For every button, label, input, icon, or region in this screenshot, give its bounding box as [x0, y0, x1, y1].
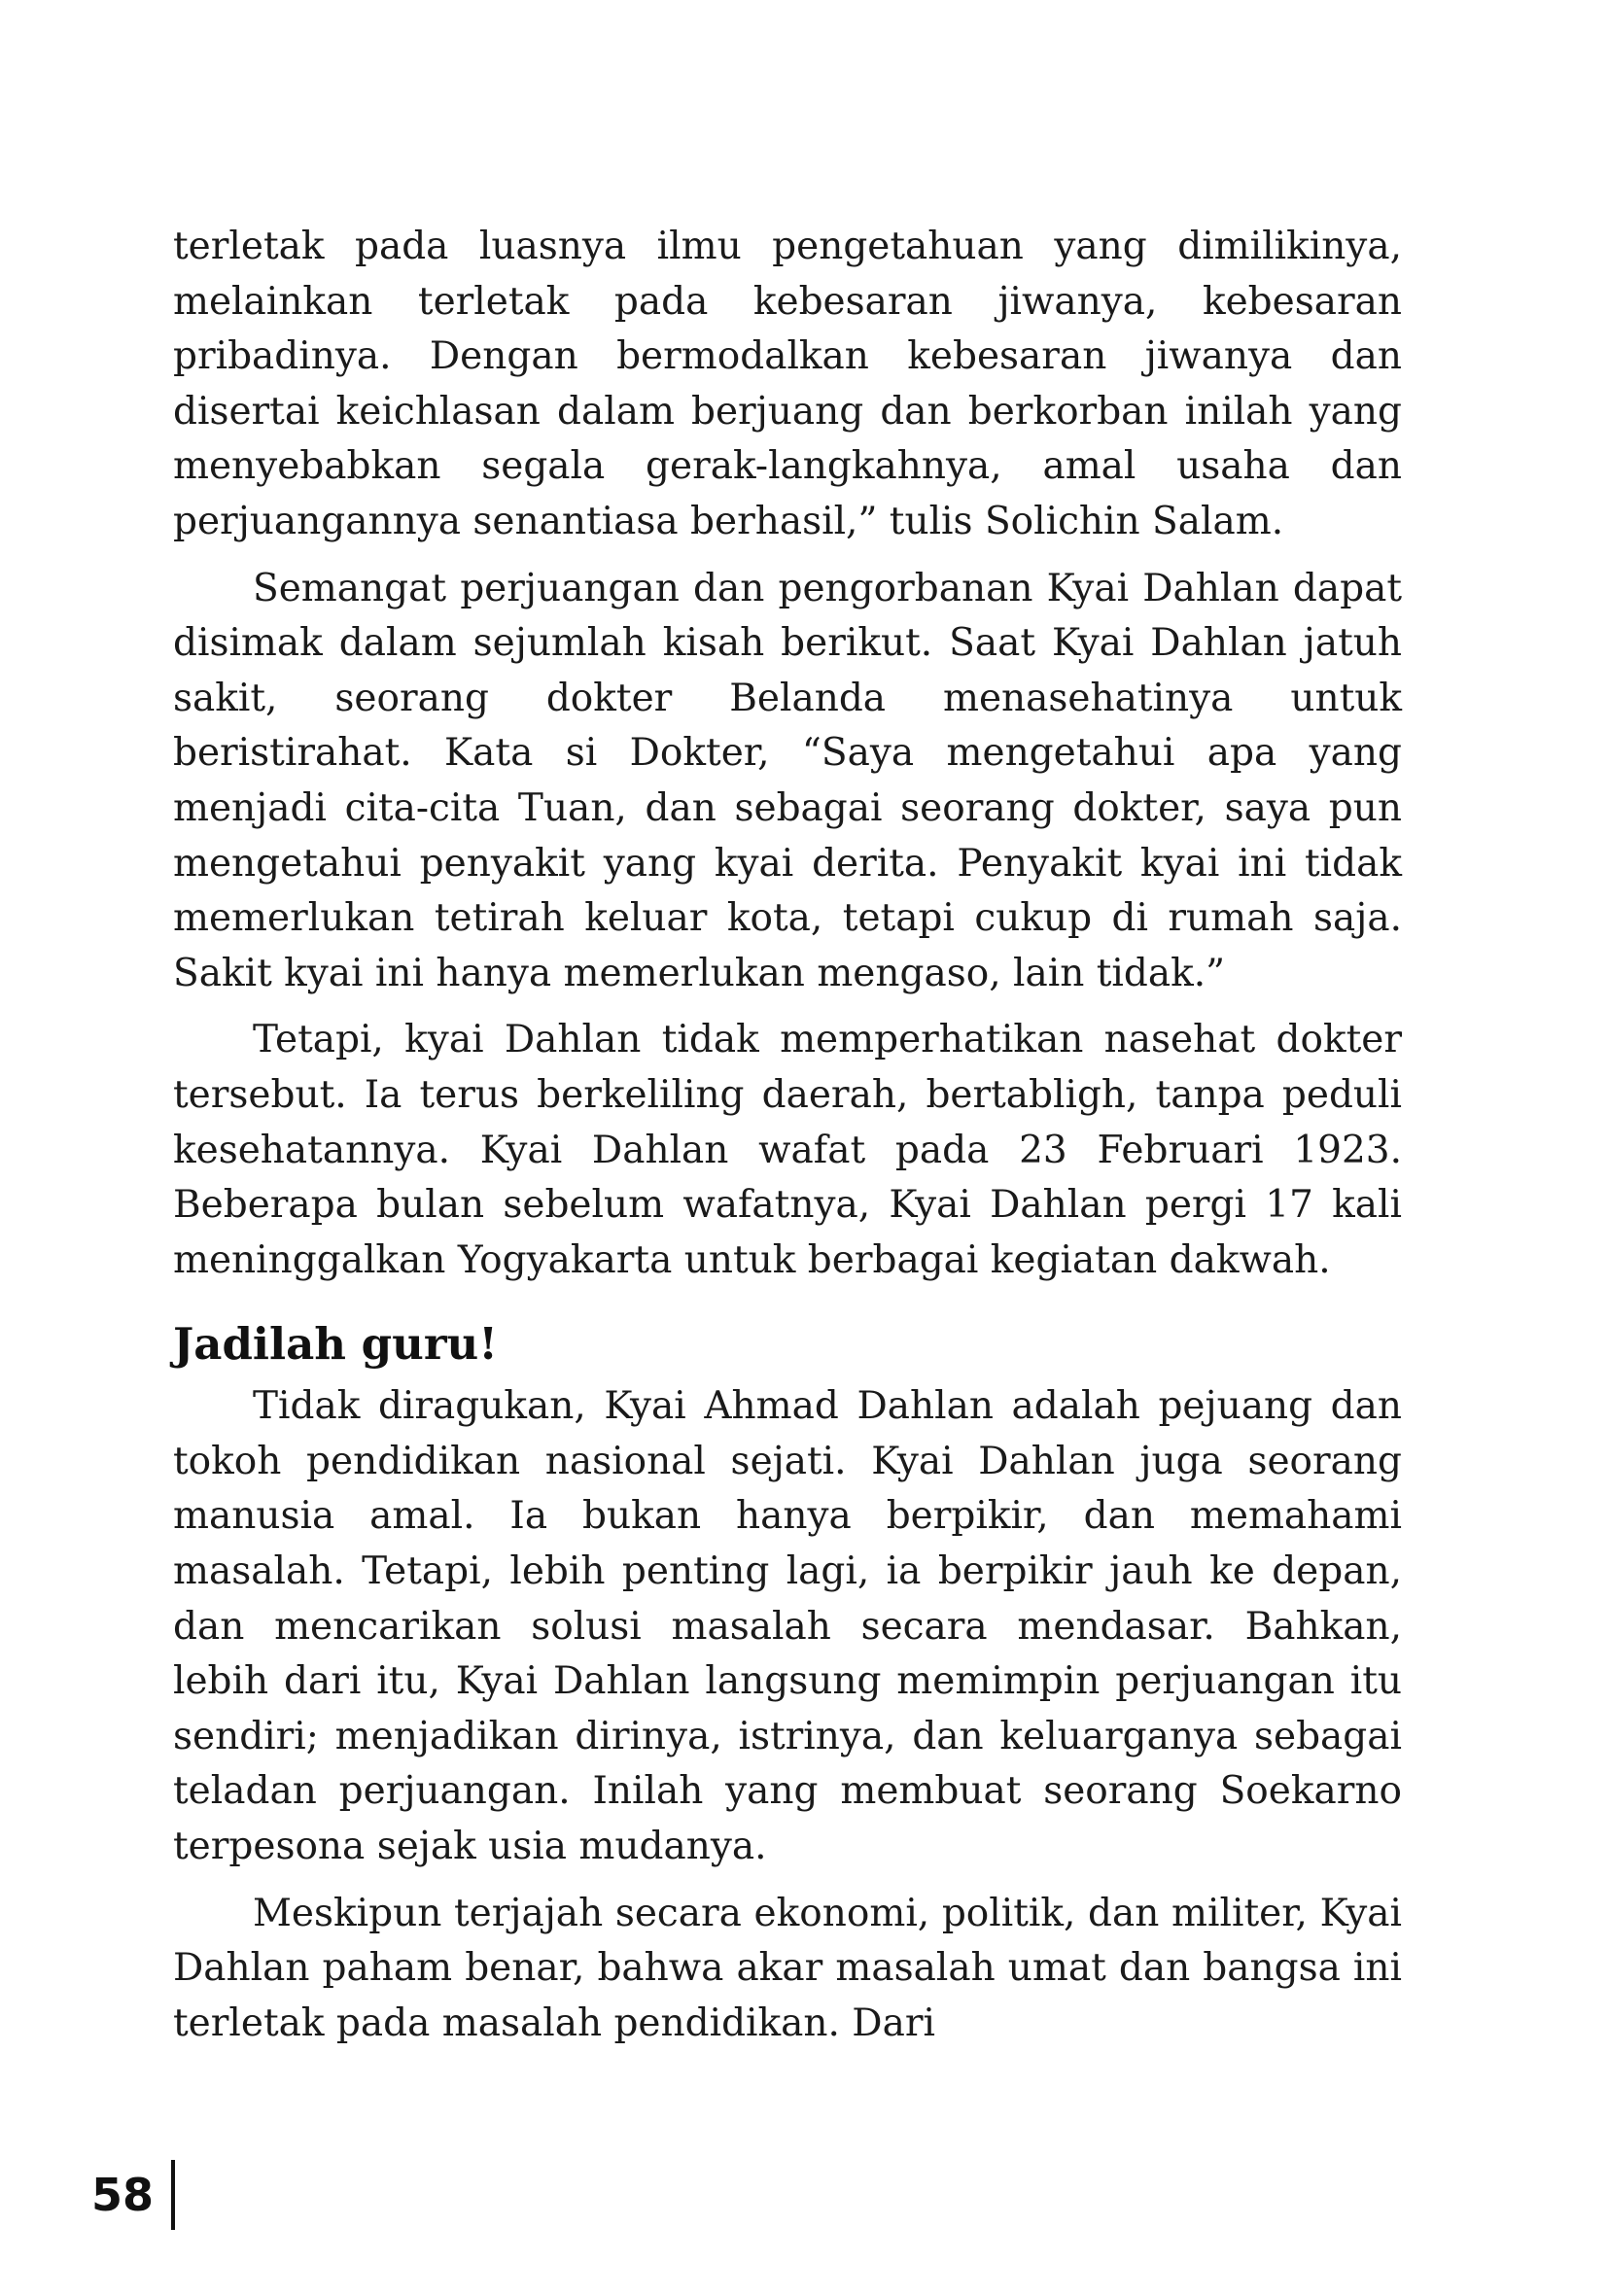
paragraph-continued: terletak pada luasnya ilmu pengetahuan yang dimilikinya, melainkan terletak pada kebesaran jiwanya, kebesaran pribadinya. Dengan bermodalkan kebesaran jiwanya dan disertai keichlasan dalam berjuang dan berkorban inilah yang menyebabkan segala gerak-langkahnya, amal usaha dan perjuangannya senantiasa berhasil,” tulis Solichin Salam. — [173, 225, 1402, 543]
footer-divider — [171, 2160, 175, 2230]
page-footer — [91, 2160, 175, 2230]
page-number: 58 — [91, 2169, 155, 2221]
paragraph: Semangat perjuangan dan pengorbanan Kyai Dahlan dapat disimak dalam sejumlah kisah berikut. Saat Kyai Dahlan jatuh sakit, seorang dokter Belanda menasehatinya untuk beristirahat. Kata si Dokter, “Saya mengetahui apa yang menjadi cita-cita Tuan, dan sebagai seorang dokter, saya pun mengetahui penyakit yang kyai derita. Penyakit kyai ini tidak memerlukan tetirah keluar kota, tetapi cukup di rumah saja. Sakit kyai ini hanya memerlukan mengaso, lain tidak.” — [173, 566, 1402, 995]
paragraph: Meskipun terjajah secara ekonomi, politik, dan militer, Kyai Dahlan paham benar, bahwa akar masalah umat dan bangsa ini terletak pada masalah pendidikan. Dari — [173, 1891, 1402, 2045]
paragraph: Tetapi, kyai Dahlan tidak memperhatikan nasehat dokter tersebut. Ia terus berkeliling daerah, bertabligh, tanpa peduli kesehatannya. Kyai Dahlan wafat pada 23 Februari 1923. Beberapa bulan sebelum wafatnya, Kyai Dahlan pergi 17 kali meninggalkan Yogyakarta untuk berbagai kegiatan dakwah. — [173, 1018, 1402, 1282]
body-text — [173, 220, 1402, 2063]
paragraph: Tidak diragukan, Kyai Ahmad Dahlan adalah pejuang dan tokoh pendidikan nasional sejati. Kyai Dahlan juga seorang manusia amal. Ia bukan hanya berpikir, dan memahami masalah. Tetapi, lebih penting lagi, ia berpikir jauh ke depan, dan mencarikan solusi masalah secara mendasar. Bahkan, lebih dari itu, Kyai Dahlan langsung memimpin perjuangan itu sendiri; menjadikan dirinya, istrinya, dan keluarganya sebagai teladan perjuangan. Inilah yang membuat seorang Soekarno terpesona sejak usia mudanya. — [173, 1384, 1402, 1869]
section-heading: Jadilah guru! — [173, 1318, 499, 1371]
